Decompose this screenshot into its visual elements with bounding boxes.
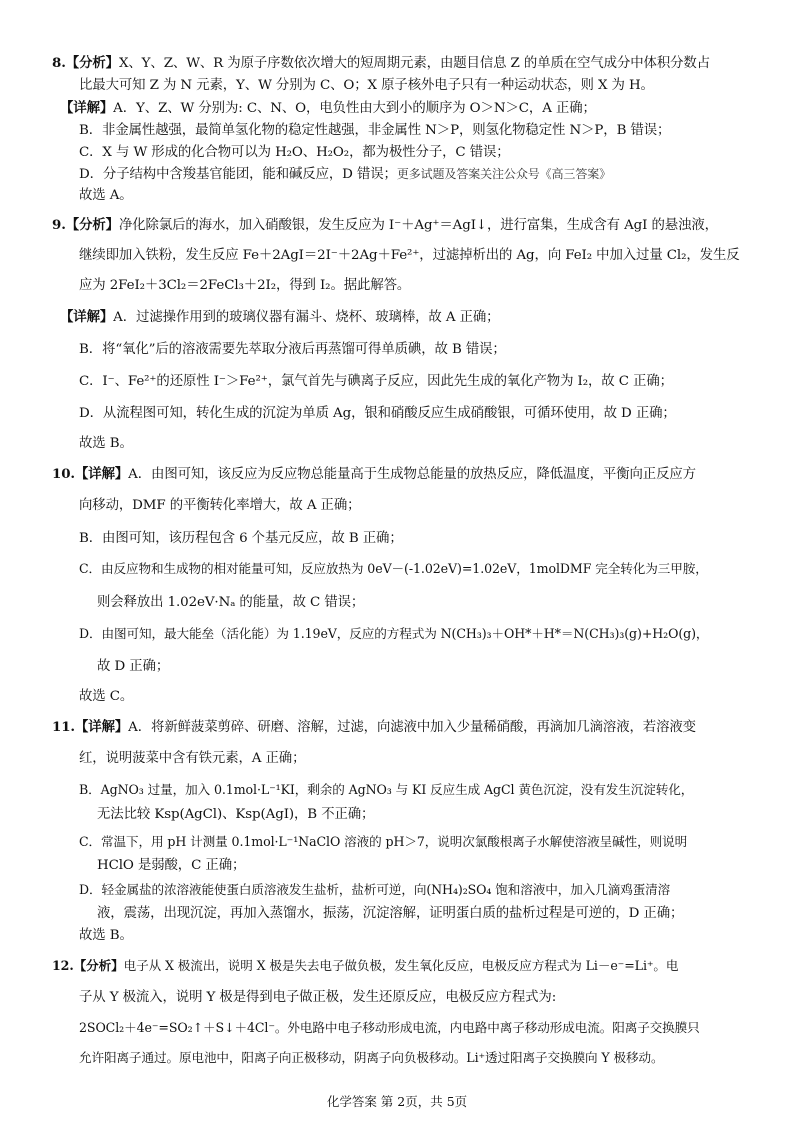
q12-line-3: 2SOCl₂＋4e⁻=SO₂↑＋S↓＋4Cl⁻。外电路中电子移动形成电流，内电路中离子移动形成电流。阳离子交换膜只 (79, 1020, 700, 1035)
q10-option-c-line-1: C．由反应物和生成物的相对能量可知，反应放热为 0eV－(-1.02eV)=1.02eV，1molDMF 完全转化为三甲胺， (79, 561, 708, 576)
q11-option-d-line-2: 液，震荡，出现沉淀，再加入蒸馏水，振荡，沉淀溶解，证明蛋白质的盐析过程是可逆的，D 正确； (97, 906, 684, 921)
q8-analysis-tag: 【分析】 (65, 55, 119, 71)
q9-detail-tag: 【详解】 (60, 309, 114, 325)
q8-number: 8. (52, 55, 66, 71)
q11-option-c-line-2: HClO 是弱酸，C 正确； (97, 858, 246, 873)
q9-line-3: 应为 2FeI₂＋3Cl₂＝2FeCl₃＋2I₂，得到 I₂。据此解答。 (79, 278, 411, 293)
q10-option-b: B．由图可知，该历程包含 6 个基元反应，故 B 正确； (79, 531, 403, 546)
q12-line-2: 子从 Y 极流入，说明 Y 极是得到电子做正极，发生还原反应，电极反应方程式为: (79, 990, 557, 1005)
q8-detail-tag: 【详解】 (60, 100, 114, 116)
q11-line-1 (52, 721, 696, 734)
q9-choose: 故选 B。 (79, 436, 133, 451)
q10-option-d-line-1: D．由图可知，最大能垒（活化能）为 1.19eV，反应的方程式为 N(CH₃)₃＋OH*＋H*＝N(CH₃)₃(g)+H₂O(g)， (79, 626, 709, 641)
q9-line-1 (52, 219, 718, 232)
q11-option-d-line-1: D．轻金属盐的浓溶液能使蛋白质溶液发生盐析，盐析可逆，向(NH₄)₂SO₄ 饱和溶液中，加入几滴鸡蛋清溶 (79, 882, 671, 897)
q11-option-b-line-2: 无法比较 Ksp(AgCl)、Ksp(AgI)，B 不正确； (97, 807, 375, 822)
q8-option-c: C．X 与 W 形成的化合物可以为 H₂O、H₂O₂，都为极性分子，C 错误； (79, 145, 510, 160)
q10-option-d-line-2: 故 D 正确； (97, 659, 170, 674)
q9-number: 9. (52, 217, 66, 233)
q10-number: 10. (52, 466, 75, 482)
q8-option-a-text: A．Y、Z、W 分别为: C、N、O，电负性由大到小的顺序为 O＞N＞C，A 正确； (113, 101, 596, 116)
q12-line-4: 允许阳离子通过。原电池中，阳离子向正极移动，阴离子向负极移动。Li⁺透过阳离子交换膜向 Y 极移动。 (79, 1050, 664, 1065)
q8-promo-note: 更多试题及答案关注公众号《高三答案》 (396, 167, 612, 181)
q12-line-1 (52, 960, 678, 973)
q8-analysis-text: X、Y、Z、W、R 为原子序数依次增大的短周期元素，由题目信息 Z 的单质在空气成分中体积分数占 (118, 56, 710, 71)
q12-analysis-text: 电子从 X 极流出，说明 X 极是失去电子做负极，发生氧化反应，电极反应方程式为 Li－e⁻=Li⁺。电 (123, 958, 679, 973)
q8-option-a (60, 102, 596, 115)
q8-line-2: 比最大可知 Z 为 N 元素，Y、W 分别为 C、O；X 原子核外电子只有一种运动状态，则 X 为 H。 (79, 78, 654, 93)
q9-option-c: C．I⁻、Fe²⁺的还原性 I⁻＞Fe²⁺，氯气首先与碘离子反应，因此先生成的氧化产物为 I₂，故 C 正确； (79, 374, 673, 389)
q10-option-a-text: A．由图可知，该反应为反应物总能量高于生成物总能量的放热反应，降低温度，平衡向正反应方 (128, 467, 696, 482)
q9-analysis-tag: 【分析】 (65, 217, 119, 233)
q10-line-1 (52, 468, 696, 481)
q8-option-d (79, 168, 611, 181)
page-footer: 化学答案 第 2页，共 5页 (326, 1094, 468, 1109)
q11-number: 11. (52, 719, 75, 735)
q10-line-2: 向移动，DMF 的平衡转化率增大，故 A 正确； (79, 498, 361, 513)
q8-line-1 (52, 57, 710, 70)
q9-line-2: 继续即加入铁粉，发生反应 Fe＋2AgI＝2I⁻＋2Ag＋Fe²⁺，过滤掉析出的 Ag，向 FeI₂ 中加入过量 Cl₂，发生反 (79, 248, 740, 263)
q10-option-c-line-2: 则会释放出 1.02eV·Nₐ 的能量，故 C 错误； (97, 595, 365, 610)
q8-option-d-text: D．分子结构中含羧基官能团，能和碱反应，D 错误； (79, 167, 397, 182)
q8-choose: 故选 A。 (79, 188, 133, 203)
q10-choose: 故选 C。 (79, 689, 134, 704)
q11-detail-tag: 【详解】 (75, 719, 129, 735)
q9-analysis-text: 净化除氯后的海水，加入硝酸银，发生反应为 I⁻＋Ag⁺＝AgI↓，进行富集，生成含有 AgI 的悬浊液， (118, 218, 718, 233)
q9-option-d: D．从流程图可知，转化生成的沉淀为单质 Ag，银和硝酸反应生成硝酸银，可循环使用，故 D 正确； (79, 406, 676, 421)
q11-option-a-text: A．将新鲜菠菜剪碎、研磨、溶解，过滤，向滤液中加入少量稀硝酸，再滴加几滴溶液，若溶液变 (128, 720, 696, 735)
q10-detail-tag: 【详解】 (75, 466, 129, 482)
q11-option-b-line-1: B．AgNO₃ 过量，加入 0.1mol·L⁻¹KI，剩余的 AgNO₃ 与 KI 反应生成 AgCl 黄色沉淀，没有发生沉淀转化， (79, 782, 694, 797)
q11-option-c-line-1: C．常温下，用 pH 计测量 0.1mol·L⁻¹NaClO 溶液的 pH＞7，说明次氯酸根离子水解使溶液呈碱性，则说明 (79, 834, 688, 849)
q12-analysis-tag: 【分析】 (73, 958, 124, 973)
q12-number: 12. (52, 958, 74, 973)
q11-line-2: 红，说明菠菜中含有铁元素，A 正确； (79, 751, 306, 766)
q9-option-a (60, 311, 499, 324)
q9-option-b: B．将“氧化”后的溶液需要先萃取分液后再蒸馏可得单质碘，故 B 错误； (79, 342, 506, 357)
q11-choose: 故选 B。 (79, 928, 133, 943)
q8-option-b: B．非金属性越强，最简单氢化物的稳定性越强，非金属性 N＞P，则氢化物稳定性 N＞P，B 错误； (79, 123, 671, 138)
q9-option-a-text: A．过滤操作用到的玻璃仪器有漏斗、烧杯、玻璃棒，故 A 正确； (113, 310, 500, 325)
